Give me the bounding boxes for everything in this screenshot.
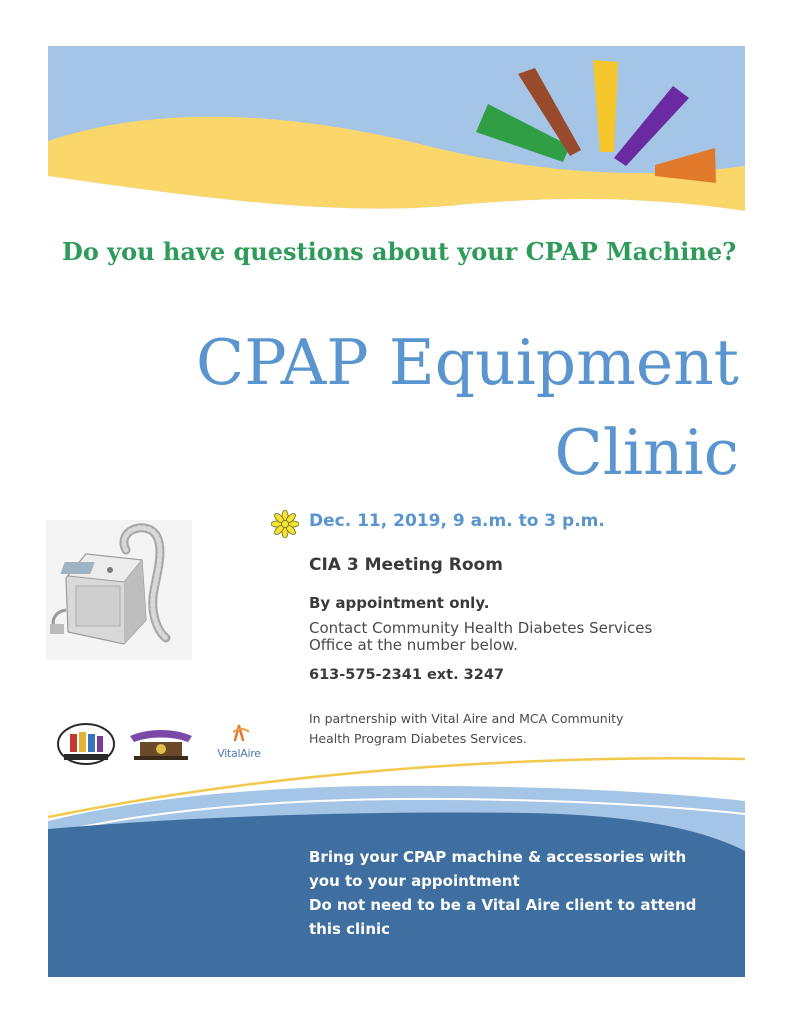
event-location: CIA 3 Meeting Room	[309, 555, 503, 575]
contact-line-1: Contact Community Health Diabetes Services	[309, 619, 653, 637]
page-title	[119, 318, 739, 498]
footer-message	[309, 845, 729, 941]
vitalaire-wordmark: VitalAire	[217, 747, 261, 760]
appointment-note: By appointment only.	[309, 594, 490, 612]
event-date-time: Dec. 11, 2019, 9 a.m. to 3 p.m.	[309, 511, 605, 531]
title-line-2: Clinic	[554, 416, 739, 489]
partnership-line-2: Health Program Diabetes Services.	[309, 731, 527, 746]
footer-line-1: Bring your CPAP machine & accessories with	[309, 848, 687, 866]
contact-info	[309, 620, 729, 654]
footer-line-2: you to your appointment	[309, 872, 520, 890]
footer-line-3: Do not need to be a Vital Aire client to attend	[309, 896, 697, 914]
header-banner	[48, 46, 745, 216]
cpap-machine-image	[46, 520, 192, 660]
partnership-note	[309, 709, 729, 749]
footer-line-4: this clinic	[309, 920, 391, 938]
vitalaire-mark-icon	[209, 722, 269, 748]
flower-icon	[271, 510, 299, 538]
partnership-line-1: In partnership with Vital Aire and MCA Community	[309, 711, 624, 726]
phone-number: 613-575-2341 ext. 3247	[309, 667, 505, 683]
title-line-1: CPAP Equipment	[195, 326, 739, 399]
contact-line-2: Office at the number below.	[309, 636, 518, 654]
question-heading: Do you have questions about your CPAP Machine?	[62, 237, 737, 266]
